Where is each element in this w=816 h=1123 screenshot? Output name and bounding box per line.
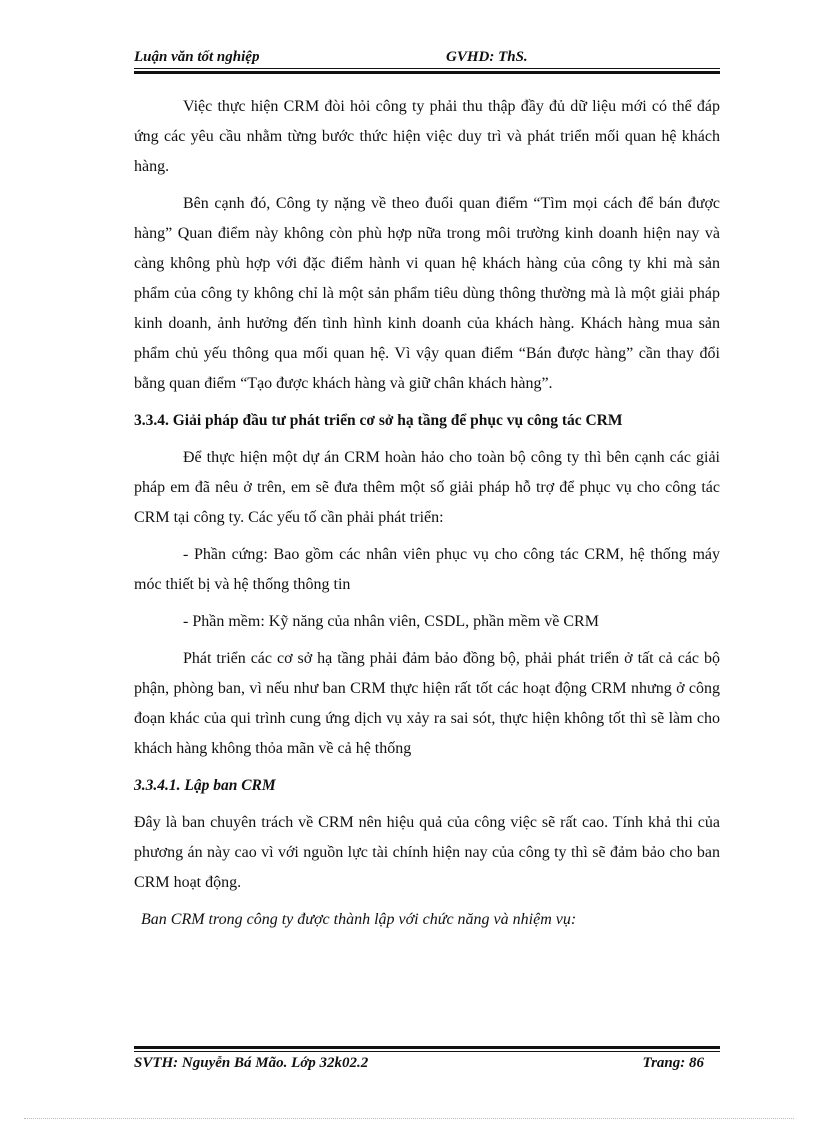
paragraph-crm-board: Đây là ban chuyên trách về CRM nên hiệu quả của công việc sẽ rất cao. Tính khả thi của phương án này cao vì với nguồn lực tài chính hiện nay của công ty thì sẽ đảm bảo cho ban CRM hoạt động.: [134, 814, 720, 891]
section-heading-3-3-4-1: 3.3.4.1. Lập ban CRM: [134, 777, 276, 794]
paragraph-crm-data: Việc thực hiện CRM đòi hỏi công ty phải thu thập đầy đủ dữ liệu mới có thể đáp ứng các yêu cầu nhằm từng bước thức hiện việc duy trì và phát triển mối quan hệ khách hàng.: [134, 98, 720, 175]
paragraph-hardware: - Phần cứng: Bao gồm các nhân viên phục vụ cho công tác CRM, hệ thống máy móc thiết bị và hệ thống thông tin: [134, 546, 720, 593]
footer-rule-thick: [134, 1046, 720, 1049]
header-advisor: GVHD: ThS.: [446, 49, 528, 65]
header-rule-thick: [134, 71, 720, 74]
page-header: [134, 47, 720, 69]
paragraph-software: - Phần mềm: Kỹ năng của nhân viên, CSDL, phần mềm về CRM: [183, 613, 599, 630]
footer-page-number: Trang: 86: [642, 1055, 704, 1071]
header-thesis-title: Luận văn tốt nghiệp: [134, 49, 260, 65]
paragraph-infrastructure: Phát triển các cơ sở hạ tầng phải đảm bảo đồng bộ, phải phát triển ở tất cả các bộ phận, phòng ban, vì nếu như ban CRM thực hiện rất tốt các hoạt động CRM nhưng ở công đoạn khác của qui trình cung ứng dịch vụ xảy ra sai sót, thực hiện không tốt thì sẽ làm cho khách hàng không thỏa mãn về cả hệ thống: [134, 650, 720, 757]
footer-rule-thin: [134, 1051, 720, 1052]
footer-student-info: SVTH: Nguyễn Bá Mão. Lớp 32k02.2: [134, 1055, 369, 1071]
page-footer: [134, 1055, 720, 1077]
paragraph-crm-board-functions: Ban CRM trong công ty được thành lập với chức năng và nhiệm vụ:: [141, 911, 577, 928]
paragraph-sales-viewpoint: Bên cạnh đó, Công ty nặng về theo đuổi quan điểm “Tìm mọi cách để bán được hàng” Quan điểm này không còn phù hợp nữa trong môi trường kinh doanh hiện nay và càng không phù hợp với đặc điểm hành vi quan hệ khách hàng của công ty khi mà sản phẩm của công ty không chỉ là một sản phẩm tiêu dùng thông thường mà là một giải pháp kinh doanh, ảnh hưởng đến tình hình kinh doanh của khách hàng. Khách hàng mua sản phẩm chủ yếu thông qua mối quan hệ. Vì vậy quan điểm “Bán được hàng” cần thay đổi bằng quan điểm “Tạo được khách hàng và giữ chân khách hàng”.: [134, 195, 720, 392]
paragraph-crm-project: Để thực hiện một dự án CRM hoàn hảo cho toàn bộ công ty thì bên cạnh các giải pháp em đã nêu ở trên, em sẽ đưa thêm một số giải pháp hỗ trợ để phục vụ cho công tác CRM tại công ty. Các yếu tố cần phải phát triển:: [134, 449, 720, 526]
page-bottom-border: [24, 1118, 794, 1119]
section-heading-3-3-4: 3.3.4. Giải pháp đầu tư phát triển cơ sở hạ tầng để phục vụ công tác CRM: [134, 412, 623, 429]
page-content: [134, 92, 720, 942]
header-rule-thin: [134, 68, 720, 69]
